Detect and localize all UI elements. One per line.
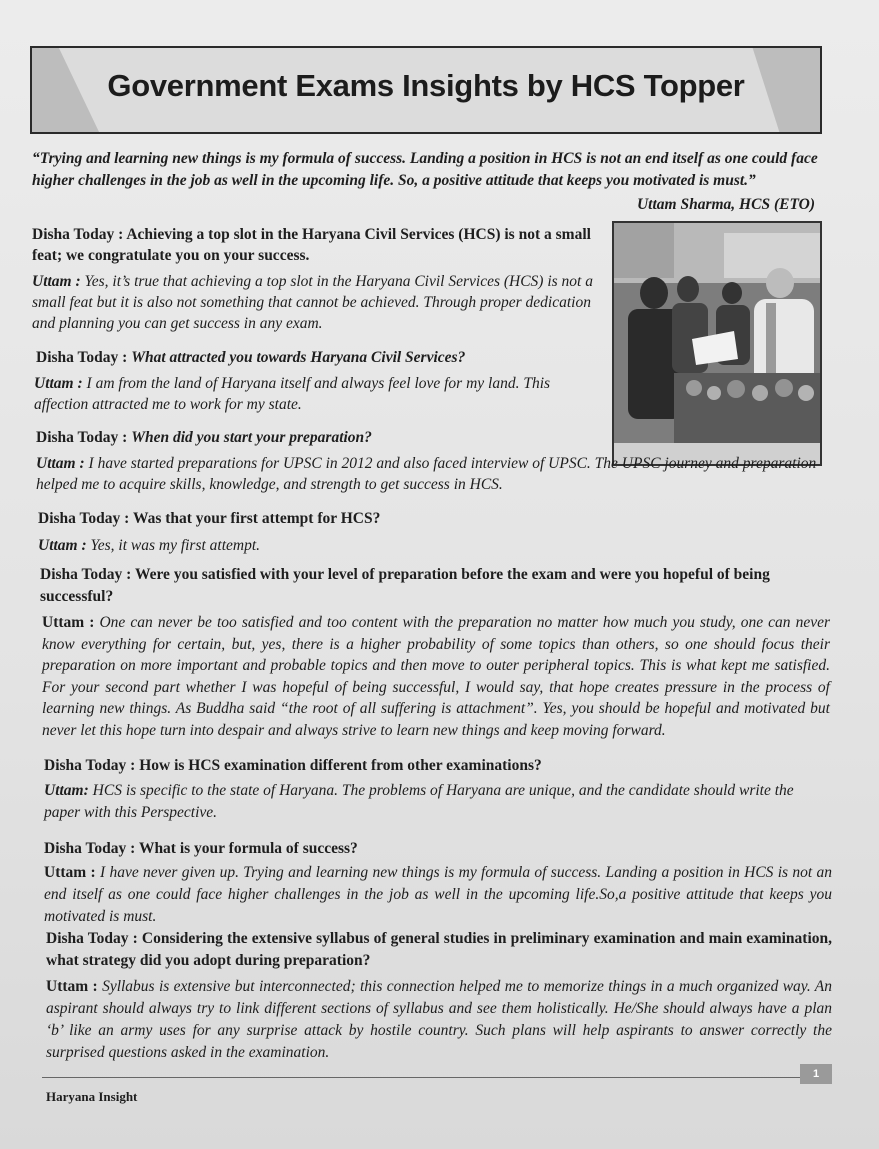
photo-illustration <box>614 223 820 464</box>
answer-5 <box>42 612 830 742</box>
answer-label: Uttam : <box>46 978 98 995</box>
quote-attribution: Uttam Sharma, HCS (ETO) <box>636 196 815 213</box>
question-text: When did you start your preparation? <box>131 429 372 446</box>
question-text: Were you satisfied with your level of preparation before the exam and were you hopeful of being successful? <box>40 566 770 605</box>
footer-divider <box>42 1077 832 1078</box>
publication-name: Haryana Insight <box>46 1089 138 1104</box>
answer-text: I have started preparations for UPSC in 2012 and also faced interview of UPSC. The UPSC journey and preparation helped me to acquire skills, knowledge, and strength to get success in HCS. <box>36 455 817 493</box>
question-7 <box>44 838 830 859</box>
question-label: Disha Today : <box>38 510 130 527</box>
answer-label: Uttam : <box>34 375 83 392</box>
question-label: Disha Today : <box>36 429 128 446</box>
question-text: What attracted you towards Haryana Civil Services? <box>131 349 466 366</box>
interview-photo <box>612 221 822 466</box>
answer-text: I am from the land of Haryana itself and always feel love for my land. This affection attracted me to work for my state. <box>34 375 551 413</box>
question-text: Achieving a top slot in the Haryana Civil Services (HCS) is not a small feat; we congratulate you on your success. <box>32 226 591 264</box>
answer-8 <box>46 976 832 1064</box>
question-label: Disha Today : <box>36 349 128 366</box>
answer-7 <box>44 862 832 928</box>
question-label: Disha Today : <box>44 840 136 857</box>
question-4 <box>38 508 828 529</box>
question-3 <box>36 427 604 448</box>
pull-quote: “Trying and learning new things is my formula of success. Landing a position in HCS is not an end itself as one could face higher challenges in the job as well in the upcoming life. So, a positive attitude that keeps you motivated is must.” <box>32 150 818 189</box>
answer-text: Yes, it was my first attempt. <box>90 537 261 554</box>
answer-text: I have never given up. Trying and learning new things is my formula of success. Landing a position in HCS is not an end itself as one could face higher challenges in the job as well in the upcoming life.So,a positive attitude that keeps you motivated is must. <box>44 864 832 925</box>
answer-label: Uttam : <box>42 614 95 631</box>
question-label: Disha Today : <box>44 757 136 774</box>
question-8 <box>46 928 832 972</box>
question-text: How is HCS examination different from other examinations? <box>139 757 542 774</box>
page-title: Government Exams Insights by HCS Topper <box>107 68 745 103</box>
answer-2 <box>34 373 604 415</box>
question-6 <box>44 755 830 776</box>
answer-text: One can never be too satisfied and too content with the preparation no matter how much you study, one can never know everything for certain, but, yes, there is a higher probability of some topics than others, so one should focus their preparation on more important and probable topics and then move to outer peripheral topics. This is what kept me satisfied. For your second part whether I was hopeful of being successful, I would say, that hope creates pressure in the process of learning new things. As Buddha said “the root of all suffering is attachment”. Yes, you should be hopeful and motivated but never let this hope turn into despair and always strive to learn new things and keep moving forward. <box>42 614 831 739</box>
question-5 <box>40 564 828 608</box>
answer-label: Uttam : <box>36 455 85 472</box>
answer-1 <box>32 271 604 334</box>
answer-6 <box>44 780 830 824</box>
question-2 <box>36 347 604 368</box>
question-text: Was that your first attempt for HCS? <box>132 510 381 527</box>
answer-text: HCS is specific to the state of Haryana. The problems of Haryana are unique, and the candidate should write the paper with this Perspective. <box>44 782 794 821</box>
answer-3 <box>36 453 828 495</box>
answer-label: Uttam : <box>44 864 96 881</box>
question-label: Disha Today : <box>40 566 132 583</box>
page-number: 1 <box>800 1064 832 1084</box>
title-banner <box>30 46 822 134</box>
answer-text: Yes, it’s true that achieving a top slot in the Haryana Civil Services (HCS) is not a small feat but it is also not something that cannot be achieved. Through proper dedication and planning you can get success in any exam. <box>32 273 593 332</box>
answer-label: Uttam : <box>38 537 87 554</box>
question-text: What is your formula of success? <box>138 840 358 857</box>
question-label: Disha Today : <box>32 226 124 243</box>
question-text: Considering the extensive syllabus of general studies in preliminary examination and main examination, what strategy did you adopt during preparation? <box>46 930 832 969</box>
question-1 <box>32 224 600 266</box>
answer-label: Uttam: <box>44 782 89 799</box>
question-label: Disha Today : <box>46 930 138 947</box>
answer-4 <box>38 535 828 556</box>
answer-label: Uttam : <box>32 273 81 290</box>
answer-text: Syllabus is extensive but interconnected; this connection helped me to memorize things in a much organized way. An aspirant should always try to link different sections of syllabus and see them holistically. He/She should always have a plan ‘b’ like an army uses for any surprise attack by hostile country. Such plans will help aspirants to answer correctly the surprised questions asked in the examination. <box>46 978 832 1061</box>
